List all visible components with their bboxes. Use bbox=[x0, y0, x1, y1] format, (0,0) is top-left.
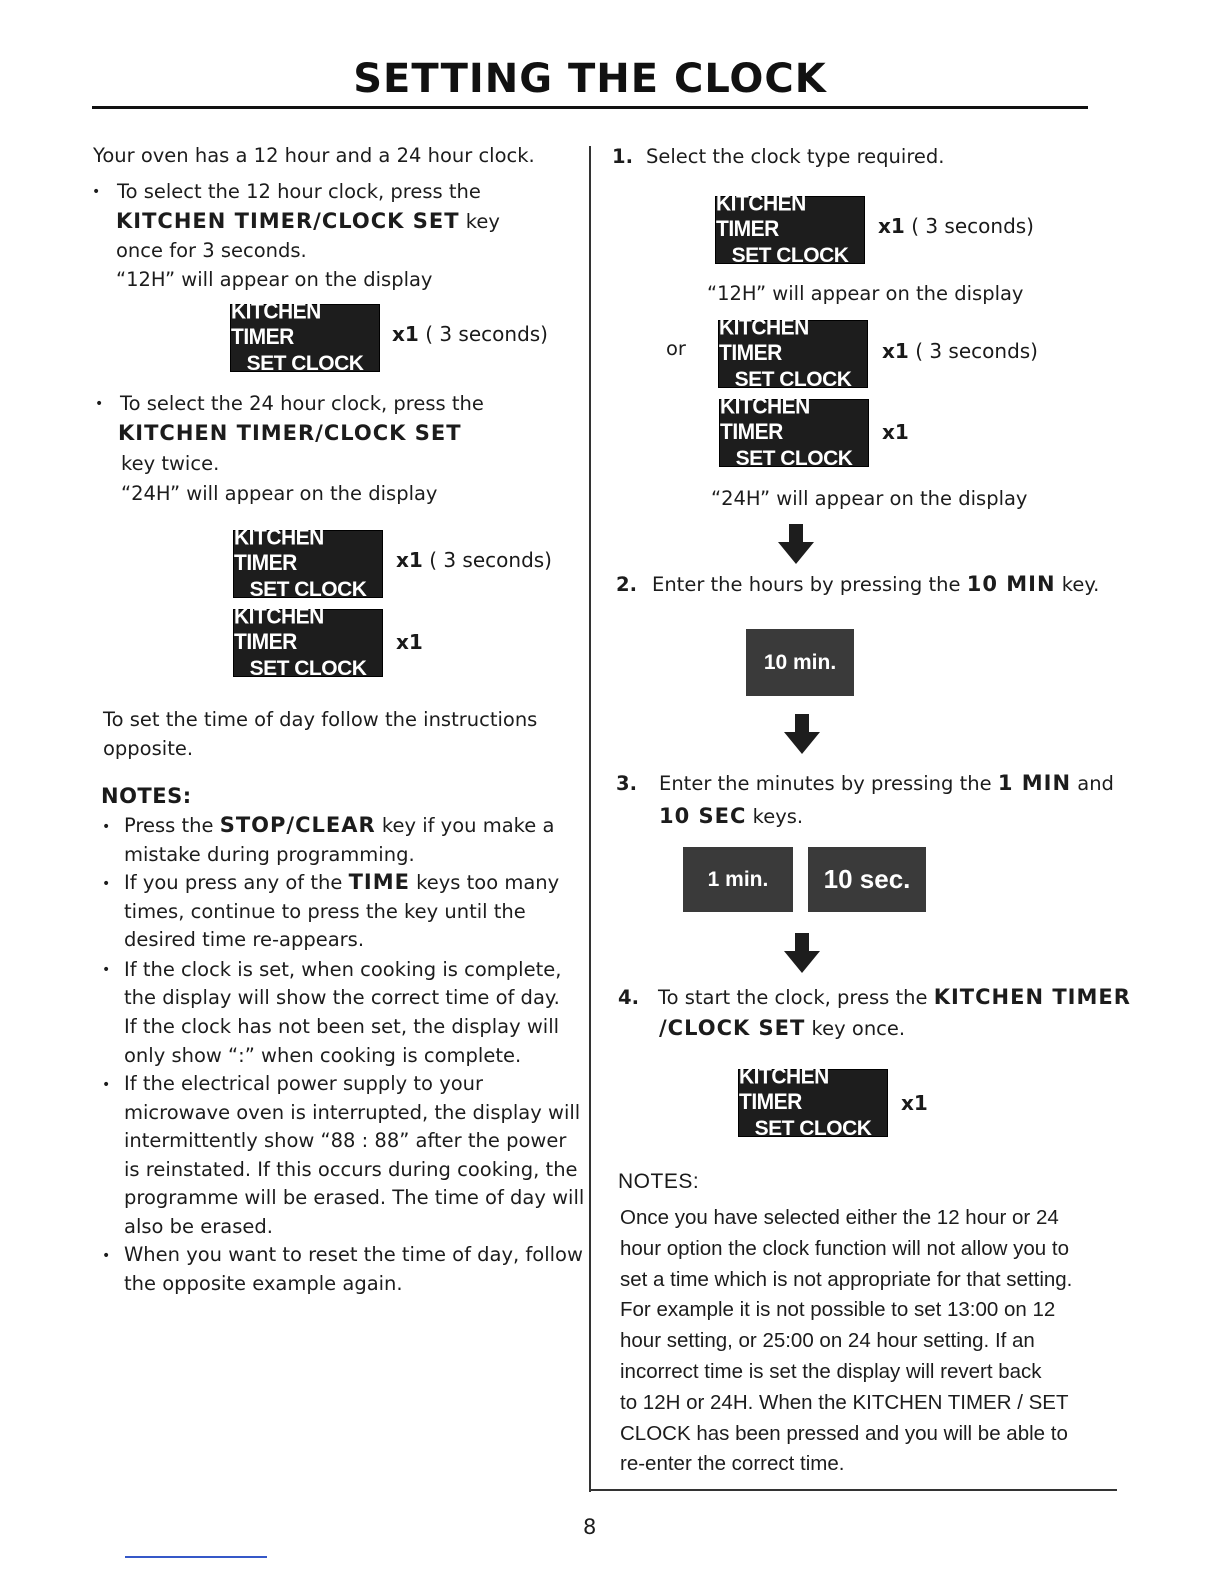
press-count bbox=[396, 548, 552, 572]
follow-line1: To set the time of day follow the instructions bbox=[103, 708, 538, 731]
notes-line: re-enter the correct time. bbox=[620, 1452, 845, 1476]
press-count bbox=[878, 214, 1034, 238]
kitchen-timer-set-clock-button[interactable] bbox=[715, 191, 865, 267]
press-count bbox=[392, 322, 548, 346]
notes-line: Once you have selected either the 12 hour or 24 bbox=[620, 1206, 1059, 1229]
step3-pre: Enter the minutes by pressing the bbox=[659, 772, 998, 795]
follow-line2: opposite. bbox=[103, 737, 194, 760]
kitchen-timer-set-clock-button[interactable] bbox=[718, 315, 868, 391]
ten-min-key-ref: 10 MIN bbox=[966, 572, 1056, 596]
step2-text bbox=[652, 570, 1099, 599]
press-times: x1 bbox=[882, 339, 909, 363]
notes-line: incorrect time is set the display will revert back bbox=[620, 1359, 1042, 1383]
step4-line2 bbox=[659, 1014, 905, 1043]
title-underline bbox=[92, 106, 1088, 109]
step3-mid: and bbox=[1071, 772, 1114, 795]
key-label-line1: KITCHEN TIMER bbox=[716, 191, 806, 241]
press-times: x1 bbox=[396, 630, 423, 654]
bullet-icon: • bbox=[95, 396, 104, 412]
page-number: 8 bbox=[583, 1515, 597, 1539]
key-label-line2: SET CLOCK bbox=[249, 656, 367, 680]
or-text: or bbox=[666, 337, 686, 360]
note1-line2: mistake during programming. bbox=[124, 843, 415, 866]
press-duration: ( 3 seconds) bbox=[915, 339, 1038, 363]
note3-line4: only show “:” when cooking is complete. bbox=[124, 1044, 522, 1067]
press-count bbox=[882, 420, 909, 444]
bullet-icon: • bbox=[102, 876, 111, 892]
down-arrow-icon bbox=[782, 714, 822, 756]
kitchen-timer-set-clock-button[interactable] bbox=[719, 394, 869, 470]
notes-line: hour setting, or 25:00 on 24 hour setting. If an bbox=[620, 1329, 1035, 1353]
kitchen-timer-set-clock-button[interactable] bbox=[230, 299, 380, 375]
note4-line6: also be erased. bbox=[124, 1215, 273, 1238]
bullet1-key-line bbox=[116, 207, 500, 236]
notes-heading: NOTES: bbox=[101, 784, 192, 808]
note4-line3: intermittently show “88 : 88” after the power bbox=[124, 1129, 567, 1152]
bullet1-line1: To select the 12 hour clock, press the bbox=[117, 180, 481, 203]
note2-line3: desired time re-appears. bbox=[124, 928, 365, 951]
press-times: x1 bbox=[878, 214, 905, 238]
display-12h-text: “12H” will appear on the display bbox=[707, 282, 1024, 305]
clock-set-key-ref: /CLOCK SET bbox=[659, 1016, 806, 1040]
key-suffix: key bbox=[465, 210, 500, 233]
note1-line1 bbox=[124, 811, 554, 840]
step2-post: key. bbox=[1055, 573, 1100, 596]
ten-sec-button[interactable]: 10 sec. bbox=[808, 847, 926, 912]
bullet-icon: • bbox=[102, 1077, 111, 1093]
press-count bbox=[901, 1091, 928, 1115]
bullet1-line4: “12H” will appear on the display bbox=[116, 268, 433, 291]
key-label-line2: SET CLOCK bbox=[734, 367, 852, 391]
note1-post: key if you make a bbox=[375, 814, 555, 837]
note5-line2: the opposite example again. bbox=[124, 1272, 403, 1295]
bullet2-line1: To select the 24 hour clock, press the bbox=[120, 392, 484, 415]
press-times: x1 bbox=[901, 1091, 928, 1115]
notes-line: CLOCK has been pressed and you will be able to bbox=[620, 1421, 1068, 1445]
notes-line: to 12H or 24H. When the KITCHEN TIMER / SET bbox=[620, 1390, 1069, 1414]
step2-number: 2. bbox=[616, 573, 637, 596]
bullet2-line4: “24H” will appear on the display bbox=[121, 482, 438, 505]
step3-line2 bbox=[659, 802, 803, 831]
step4-post: key once. bbox=[805, 1017, 906, 1040]
press-duration: ( 3 seconds) bbox=[425, 322, 548, 346]
footer-link-line bbox=[125, 1556, 267, 1558]
key-label-line1: KITCHEN TIMER bbox=[234, 604, 324, 654]
kitchen-timer-key-ref: KITCHEN TIMER/CLOCK SET bbox=[118, 421, 462, 445]
step1-number: 1. bbox=[612, 145, 633, 168]
notes-line: hour option the clock function will not allow you to bbox=[620, 1236, 1069, 1260]
ten-min-button[interactable]: 10 min. bbox=[746, 629, 854, 696]
kitchen-timer-key-ref: KITCHEN TIMER/CLOCK SET bbox=[116, 209, 460, 233]
press-duration: ( 3 seconds) bbox=[911, 214, 1034, 238]
press-times: x1 bbox=[396, 548, 423, 572]
note3-line1: If the clock is set, when cooking is complete, bbox=[124, 958, 562, 981]
note2-pre: If you press any of the bbox=[124, 871, 349, 894]
press-times: x1 bbox=[392, 322, 419, 346]
key-label-line1: KITCHEN TIMER bbox=[234, 525, 324, 575]
notes-line: set a time which is not appropriate for that setting. bbox=[620, 1267, 1073, 1291]
key-label-line1: KITCHEN TIMER bbox=[719, 315, 809, 365]
bullet-icon: • bbox=[102, 819, 111, 835]
key-label-line2: SET CLOCK bbox=[754, 1116, 872, 1140]
kitchen-timer-set-clock-button[interactable] bbox=[233, 525, 383, 601]
intro-text: Your oven has a 12 hour and a 24 hour clock. bbox=[93, 144, 535, 167]
step1-text: Select the clock type required. bbox=[646, 145, 945, 168]
key-label-line1: KITCHEN TIMER bbox=[231, 299, 321, 349]
bullet-icon: • bbox=[102, 1248, 111, 1264]
down-arrow-icon bbox=[782, 933, 822, 975]
kitchen-timer-set-clock-button[interactable] bbox=[233, 604, 383, 680]
down-arrow-icon bbox=[776, 524, 816, 566]
key-label-line2: SET CLOCK bbox=[249, 577, 367, 601]
note2-post: keys too many bbox=[409, 871, 560, 894]
note4-line4: is reinstated. If this occurs during cooking, the bbox=[124, 1158, 578, 1181]
time-key-ref: TIME bbox=[348, 870, 410, 894]
note3-line3: If the clock has not been set, the display will bbox=[124, 1015, 560, 1038]
step3-post: keys. bbox=[746, 805, 804, 828]
notes-line: For example it is not possible to set 13:00 on 12 bbox=[620, 1298, 1056, 1322]
kitchen-timer-key-ref: KITCHEN TIMER bbox=[933, 985, 1131, 1009]
stop-clear-key-ref: STOP/CLEAR bbox=[219, 813, 376, 837]
page-title: SETTING THE CLOCK bbox=[353, 56, 827, 102]
display-24h-text: “24H” will appear on the display bbox=[711, 487, 1028, 510]
key-label-line1: KITCHEN TIMER bbox=[720, 394, 810, 444]
bullet-icon: • bbox=[102, 962, 111, 978]
bullet2-line3: key twice. bbox=[121, 452, 220, 475]
note4-line1: If the electrical power supply to your bbox=[124, 1072, 484, 1095]
press-duration: ( 3 seconds) bbox=[429, 548, 552, 572]
one-min-button[interactable]: 1 min. bbox=[683, 847, 793, 912]
column-divider bbox=[589, 146, 591, 1492]
one-min-key-ref: 1 MIN bbox=[997, 771, 1072, 795]
press-times: x1 bbox=[882, 420, 909, 444]
step4-pre: To start the clock, press the bbox=[658, 986, 934, 1009]
kitchen-timer-set-clock-button[interactable] bbox=[738, 1064, 888, 1140]
note1-pre: Press the bbox=[124, 814, 220, 837]
note2-line2: times, continue to press the key until the bbox=[124, 900, 526, 923]
right-notes-heading: NOTES: bbox=[618, 1170, 700, 1193]
note2-line1 bbox=[124, 868, 559, 897]
key-label-line2: SET CLOCK bbox=[246, 351, 364, 375]
step4-number: 4. bbox=[618, 986, 639, 1009]
right-notes-body bbox=[620, 1203, 1100, 1480]
note4-line2: microwave oven is interrupted, the display will bbox=[124, 1101, 581, 1124]
key-label-line2: SET CLOCK bbox=[731, 243, 849, 267]
note4-line5: programme will be erased. The time of day will bbox=[124, 1186, 585, 1209]
step4-line1 bbox=[658, 983, 1131, 1012]
note3-line2: the display will show the correct time of day. bbox=[124, 986, 560, 1009]
step3-line1 bbox=[659, 769, 1114, 798]
key-label-line2: SET CLOCK bbox=[735, 446, 853, 470]
bullet-icon: • bbox=[92, 184, 101, 200]
key-label-line1: KITCHEN TIMER bbox=[739, 1064, 829, 1114]
step3-number: 3. bbox=[616, 772, 637, 795]
press-count bbox=[882, 339, 1038, 363]
bullet1-line3: once for 3 seconds. bbox=[116, 239, 307, 262]
press-count bbox=[396, 630, 423, 654]
ten-sec-key-ref: 10 SEC bbox=[659, 804, 747, 828]
step2-pre: Enter the hours by pressing the bbox=[652, 573, 967, 596]
bottom-rule bbox=[589, 1489, 1117, 1491]
note5-line1: When you want to reset the time of day, follow bbox=[124, 1243, 583, 1266]
